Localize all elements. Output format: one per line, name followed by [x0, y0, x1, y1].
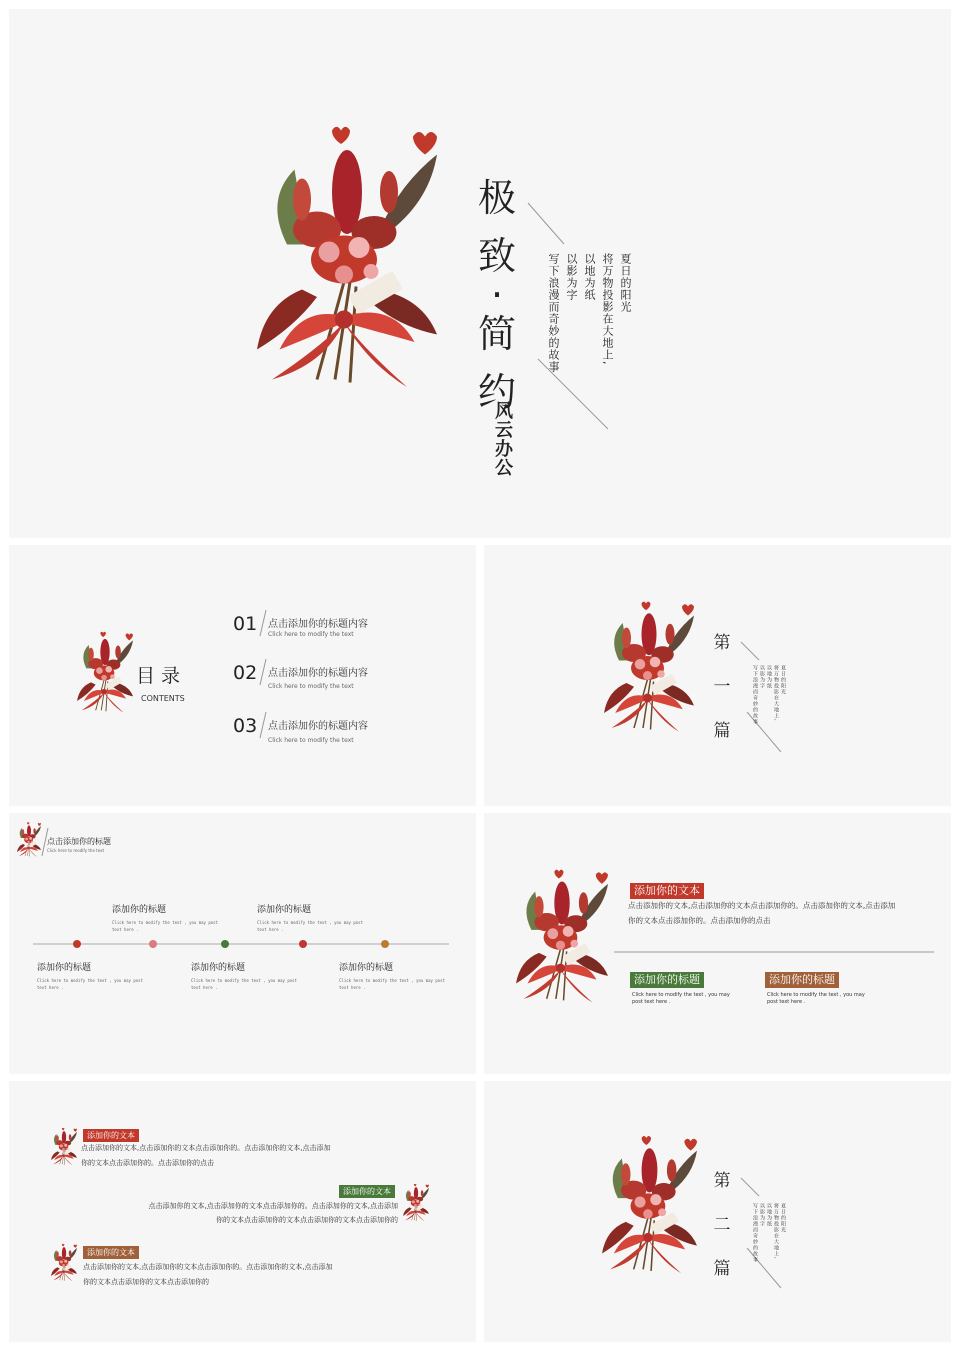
timeline-dot-icon	[299, 940, 307, 948]
part-char: 篇	[713, 1259, 731, 1279]
item-title: 添加你的标题	[37, 963, 92, 973]
paragraph: 你的文本点击添加你的文本点击添加你的文本点击添加你的	[216, 1216, 398, 1224]
slash-line	[259, 711, 267, 739]
item-title: 添加你的标题	[257, 905, 312, 915]
paragraph: 你的文本点击添加你的。点击添加你的点击	[81, 1159, 214, 1167]
flower-bouquet-icon	[257, 117, 437, 402]
poem-line: 以地为纸	[766, 665, 772, 689]
paragraph: 你的文本点击添加你的文本点击添加你的	[83, 1278, 209, 1286]
part-char: 篇	[713, 721, 731, 741]
poem-line: 以影为字	[759, 665, 765, 689]
slash-line	[259, 658, 267, 686]
contents-slide[interactable]	[9, 545, 476, 806]
item-title: 添加你的标题	[339, 963, 394, 973]
part-char: 二	[713, 1215, 731, 1235]
item-text: Click here to modify the text , you may post text here .	[191, 978, 297, 990]
poem-line: 夏日的阳光	[780, 1203, 786, 1233]
item-title: 点击添加你的标题内容	[268, 721, 368, 732]
item-subtitle: Click here to modify the text	[268, 737, 354, 744]
divider-line	[614, 951, 934, 953]
paragraph: 点击添加你的文本,点击添加你的文本点击添加你的。点击添加你的文本,点击添加	[83, 1263, 333, 1271]
timeline-dot-icon	[221, 940, 229, 948]
multi-text-slide[interactable]	[9, 1081, 476, 1342]
item-title: 添加你的标题	[191, 963, 246, 973]
title-char: 致	[477, 234, 516, 278]
item-number: 02	[233, 662, 258, 684]
cover-slide[interactable]	[9, 9, 951, 538]
part-two-slide[interactable]	[484, 1081, 951, 1342]
flower-bouquet-icon	[604, 597, 694, 739]
cover-title	[477, 169, 517, 421]
text-badge: 添加你的文本	[630, 883, 704, 899]
part-char: 第	[713, 633, 731, 653]
contents-subtitle: CONTENTS	[141, 694, 185, 703]
title-badge: 添加你的标题	[630, 972, 704, 988]
title-char: 约	[477, 370, 516, 414]
poem-line: 夏日的阳光	[780, 665, 786, 695]
title-char: 简	[477, 312, 516, 356]
part-poem	[752, 665, 787, 735]
badge-text: Click here to modify the text , you may	[767, 992, 865, 998]
timeline-item-bottom[interactable]	[339, 960, 454, 991]
badge-text: post text here .	[632, 999, 671, 1005]
item-text: Click here to modify the text , you may post text here .	[339, 978, 445, 990]
flower-bouquet-icon	[403, 1183, 429, 1223]
title-char: 极	[477, 176, 516, 220]
item-text: Click here to modify the text , you may post text here .	[257, 920, 363, 932]
title-badge: 添加你的标题	[765, 972, 839, 988]
slide-header-sub: Click here to modify the text	[47, 848, 105, 853]
timeline-item-bottom[interactable]	[37, 960, 152, 991]
poem-line: 以影为字	[565, 253, 578, 301]
flower-bouquet-icon	[516, 865, 608, 1010]
part-title	[712, 621, 732, 753]
poem-line: 将万物投影在大地上,	[773, 1203, 779, 1260]
timeline-item-top[interactable]	[112, 902, 227, 933]
part-one-slide[interactable]	[484, 545, 951, 806]
item-title: 点击添加你的标题内容	[268, 668, 368, 679]
poem-line: 将万物投影在大地上,	[773, 665, 779, 722]
item-text: Click here to modify the text , you may post text here .	[112, 920, 218, 932]
item-number: 03	[233, 715, 258, 737]
timeline-item-bottom[interactable]	[191, 960, 306, 991]
flower-bouquet-icon	[602, 1131, 697, 1281]
cover-poem	[545, 253, 633, 373]
cover-subtitle: 风云办公	[492, 401, 513, 477]
item-subtitle: Click here to modify the text	[268, 631, 354, 638]
contents-title: 目 录	[136, 665, 181, 687]
item-subtitle: Click here to modify the text	[268, 683, 354, 690]
item-title: 添加你的标题	[112, 905, 167, 915]
poem-line: 写下浪漫而奇妙的故事	[752, 1203, 758, 1263]
text-badge: 添加你的文本	[83, 1129, 139, 1142]
flower-bouquet-icon	[77, 629, 133, 717]
item-title: 点击添加你的标题内容	[268, 619, 368, 630]
part-char: 一	[713, 677, 731, 697]
flower-bouquet-icon	[17, 821, 41, 859]
poem-line: 写下浪漫而奇妙的故事	[752, 665, 758, 725]
item-text: Click here to modify the text , you may post text here .	[37, 978, 143, 990]
text-badge: 添加你的文本	[339, 1185, 395, 1198]
poem-line: 以影为字	[759, 1203, 765, 1227]
text-slide[interactable]	[484, 813, 951, 1074]
part-char: 第	[713, 1171, 731, 1191]
title-char: ·	[490, 273, 504, 317]
text-badge: 添加你的文本	[83, 1246, 139, 1259]
timeline-dot-icon	[381, 940, 389, 948]
poem-line: 夏日的阳光	[619, 253, 632, 313]
poem-line: 将万物投影在大地上,	[601, 253, 614, 366]
poem-line: 以地为纸	[583, 253, 596, 301]
item-number: 01	[233, 613, 258, 635]
timeline-item-top[interactable]	[257, 902, 372, 933]
timeline-dot-icon	[149, 940, 157, 948]
part-title	[712, 1159, 732, 1291]
paragraph: 点击添加你的文本,点击添加你的文本点击添加你的。点击添加你的文本,点击添加	[628, 901, 896, 910]
slash-line	[259, 609, 267, 637]
timeline-slide[interactable]	[9, 813, 476, 1074]
flower-bouquet-icon	[51, 1127, 77, 1167]
timeline-dot-icon	[73, 940, 81, 948]
poem-line: 以地为纸	[766, 1203, 772, 1227]
badge-text: Click here to modify the text , you may	[632, 992, 730, 998]
poem-line: 写下浪漫而奇妙的故事	[547, 253, 560, 373]
slide-header: 点击添加你的标题	[47, 837, 111, 846]
badge-text: post text here .	[767, 999, 806, 1005]
paragraph: 点击添加你的文本,点击添加你的文本点击添加你的。点击添加你的文本,点击添加	[81, 1144, 331, 1152]
flower-bouquet-icon	[51, 1243, 77, 1283]
paragraph: 你的文本点击添加你的。点击添加你的点击	[628, 916, 771, 925]
paragraph: 点击添加你的文本,点击添加你的文本点击添加你的。点击添加你的文本,点击添加	[148, 1202, 398, 1210]
part-poem	[752, 1203, 787, 1273]
